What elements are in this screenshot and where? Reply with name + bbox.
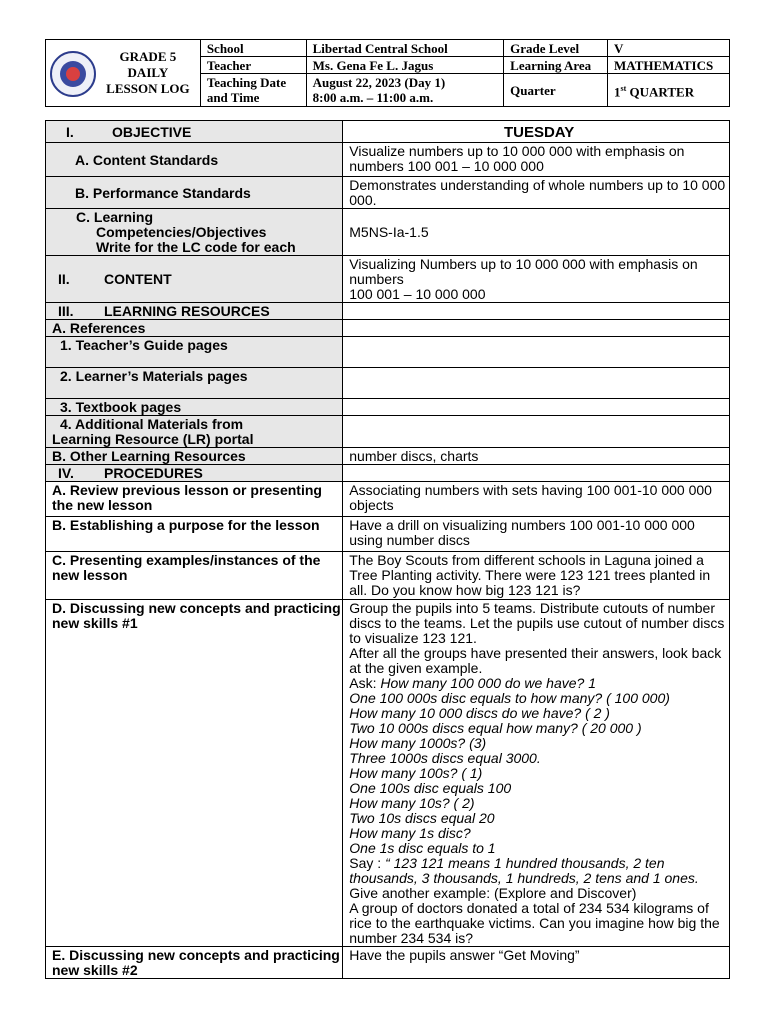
discussion-line: How many 10s? ( 2) — [349, 795, 475, 811]
discussing-concepts-2-value: Have the pupils answer “Get Moving” — [343, 947, 730, 979]
discussion-line: Say : “ 123 121 means 1 hundred thousands, 2 ten thousands, 3 thousands, 1 hundreds, 2 tens and 1 ones. — [349, 855, 699, 886]
competencies-label: C. Learning Competencies/Objectives Write for the LC code for each — [46, 209, 343, 256]
discussion-line: How many 10 000 discs do we have? ( 2 ) — [349, 705, 610, 721]
teachers-guide-label: 1. Teacher’s Guide pages — [46, 337, 343, 368]
procedures-heading: IV. PROCEDURES — [46, 465, 343, 482]
content-value: Visualizing Numbers up to 10 000 000 with emphasis on numbers 100 001 – 10 000 000 — [343, 256, 730, 303]
review-lesson-value: Associating numbers with sets having 100 001-10 000 000 objects — [343, 482, 730, 517]
presenting-examples-label: C. Presenting examples/instances of the new lesson — [46, 552, 343, 600]
lesson-table — [45, 120, 730, 979]
discussion-line: Ask: How many 100 000 do we have? 1 — [349, 675, 596, 691]
header-table — [45, 39, 730, 107]
performance-standards-label: B. Performance Standards — [46, 177, 343, 209]
day-heading: TUESDAY — [343, 121, 730, 143]
objective-heading: I. OBJECTIVE — [46, 121, 343, 143]
discussion-line: Two 10 000s discs equal how many? ( 20 000 ) — [349, 720, 642, 736]
discussion-line: Give another example: (Explore and Discover) — [349, 885, 637, 901]
date-label: Teaching Date and Time — [200, 74, 306, 107]
grade-value: V — [608, 40, 730, 57]
discussing-concepts-1-label: D. Discussing new concepts and practicing new skills #1 — [46, 600, 343, 947]
quarter-label: Quarter — [504, 74, 608, 107]
textbook-label: 3. Textbook pages — [46, 399, 343, 416]
learners-materials-label: 2. Learner’s Materials pages — [46, 368, 343, 399]
additional-materials-label: 4. Additional Materials from Learning Resource (LR) portal — [46, 416, 343, 448]
resources-heading-value — [343, 303, 730, 320]
discussion-line: Two 10s discs equal 20 — [349, 810, 495, 826]
content-label: II. CONTENT — [46, 256, 343, 303]
procedures-heading-value — [343, 465, 730, 482]
discussion-line: Three 1000s discs equal 3000. — [349, 750, 541, 766]
discussion-line: A group of doctors donated a total of 234 534 kilograms of rice to the earthquake victims. Can you imagine how big the number 234 534 is? — [349, 900, 720, 946]
discussion-line: One 1s disc equals to 1 — [349, 840, 496, 856]
discussion-line: How many 1000s? (3) — [349, 735, 487, 751]
other-resources-label: B. Other Learning Resources — [46, 448, 343, 465]
teacher-value: Ms. Gena Fe L. Jagus — [306, 57, 504, 74]
school-label: School — [200, 40, 306, 57]
date-value — [306, 74, 504, 107]
performance-standards-value: Demonstrates understanding of whole numbers up to 10 000 000. — [343, 177, 730, 209]
area-value: MATHEMATICS — [608, 57, 730, 74]
discussion-line: One 100 000s disc equals to how many? ( 100 000) — [349, 690, 670, 706]
content-standards-label: A. Content Standards — [46, 143, 343, 177]
date-line2: 8:00 a.m. – 11:00 a.m. — [312, 90, 434, 105]
competencies-value: M5NS-Ia-1.5 — [343, 209, 730, 256]
title-cell — [46, 40, 201, 107]
discussion-line: How many 100s? ( 1) — [349, 765, 483, 781]
teacher-label: Teacher — [200, 57, 306, 74]
other-resources-value: number discs, charts — [343, 448, 730, 465]
title-line1: GRADE 5 — [119, 49, 177, 64]
learners-materials-value — [343, 368, 730, 399]
discussion-line: Group the pupils into 5 teams. Distribute cutouts of number discs to the teams. Let the pupils use cutout of number discs to visualize 123 121. — [349, 600, 725, 646]
discussing-concepts-2-label: E. Discussing new concepts and practicing new skills #2 — [46, 947, 343, 979]
resources-heading: III. LEARNING RESOURCES — [46, 303, 343, 320]
title-line2: DAILY — [127, 65, 169, 80]
presenting-examples-value: The Boy Scouts from different schools in Laguna joined a Tree Planting activity. There were 123 121 trees planted in all. Do you know how big 123 121 is? — [343, 552, 730, 600]
title-line3: LESSON LOG — [106, 81, 190, 96]
discussing-concepts-1-value — [343, 600, 730, 947]
school-value: Libertad Central School — [306, 40, 504, 57]
discussion-line: How many 1s disc? — [349, 825, 471, 841]
date-line1: August 22, 2023 (Day 1) — [312, 75, 446, 90]
content-standards-value: Visualize numbers up to 10 000 000 with emphasis on numbers 100 001 – 10 000 000 — [343, 143, 730, 177]
grade-label: Grade Level — [504, 40, 608, 57]
discussion-line: After all the groups have presented their answers, look back at the given example. — [349, 645, 722, 676]
references-label: A. References — [46, 320, 343, 337]
references-value — [343, 320, 730, 337]
establishing-purpose-label: B. Establishing a purpose for the lesson — [46, 517, 343, 552]
review-lesson-label: A. Review previous lesson or presenting the new lesson — [46, 482, 343, 517]
additional-materials-value — [343, 416, 730, 448]
discussion-line: One 100s disc equals 100 — [349, 780, 512, 796]
teachers-guide-value — [343, 337, 730, 368]
textbook-value — [343, 399, 730, 416]
quarter-value: 1st QUARTER — [608, 74, 730, 107]
deped-seal-icon — [50, 51, 96, 97]
establishing-purpose-value: Have a drill on visualizing numbers 100 001-10 000 000 using number discs — [343, 517, 730, 552]
area-label: Learning Area — [504, 57, 608, 74]
